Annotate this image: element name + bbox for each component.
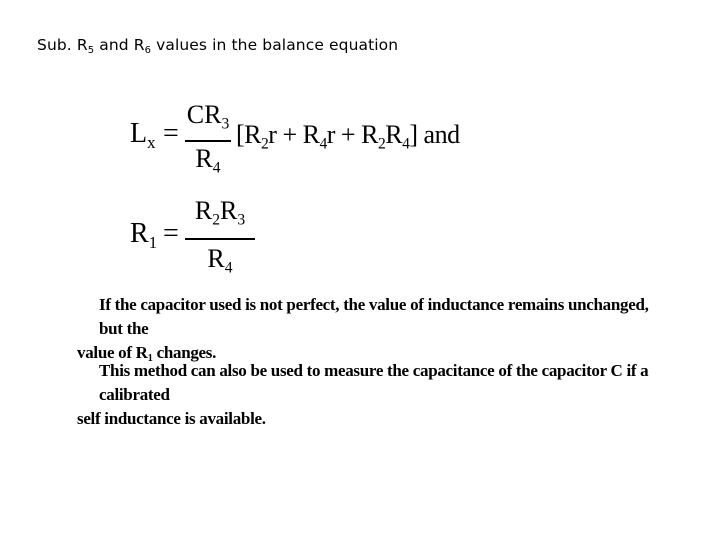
fraction-numerator: $CR_3$ [186, 100, 230, 133]
paragraph-line: If the capacitor used is not perfect, the value of inductance remains unchanged, but the [99, 295, 649, 338]
fraction-denominator: $R_4$ [195, 144, 221, 177]
fraction-bar [185, 140, 231, 142]
inductance-balance-equation [130, 100, 460, 190]
resistance-balance-equation [130, 196, 330, 286]
paragraph-line: value of $R_1$ changes. [77, 343, 217, 365]
bracket-expression: $[R_2r + R_4r + R_2R_4]$ and [236, 120, 460, 153]
fraction-numerator: $R_2R_3$ [194, 196, 246, 229]
paragraph-line: This method can also be used to measure the capacitance of the capacitor C if a calibrated [99, 361, 649, 404]
paragraph-capacitance-measurement [77, 359, 667, 431]
equation-lhs: $L_x$ [130, 118, 156, 152]
fraction-denominator: $R_4$ [207, 244, 233, 277]
paragraph-line: self inductance is available. [77, 409, 266, 428]
slide-title: Sub. $R_5$ and $R_6$ values in the balance equation [37, 36, 399, 56]
equals-sign: = [163, 218, 179, 249]
fraction-bar [185, 238, 255, 240]
equation-lhs: $R_1$ [130, 218, 158, 252]
equals-sign: = [163, 118, 179, 149]
